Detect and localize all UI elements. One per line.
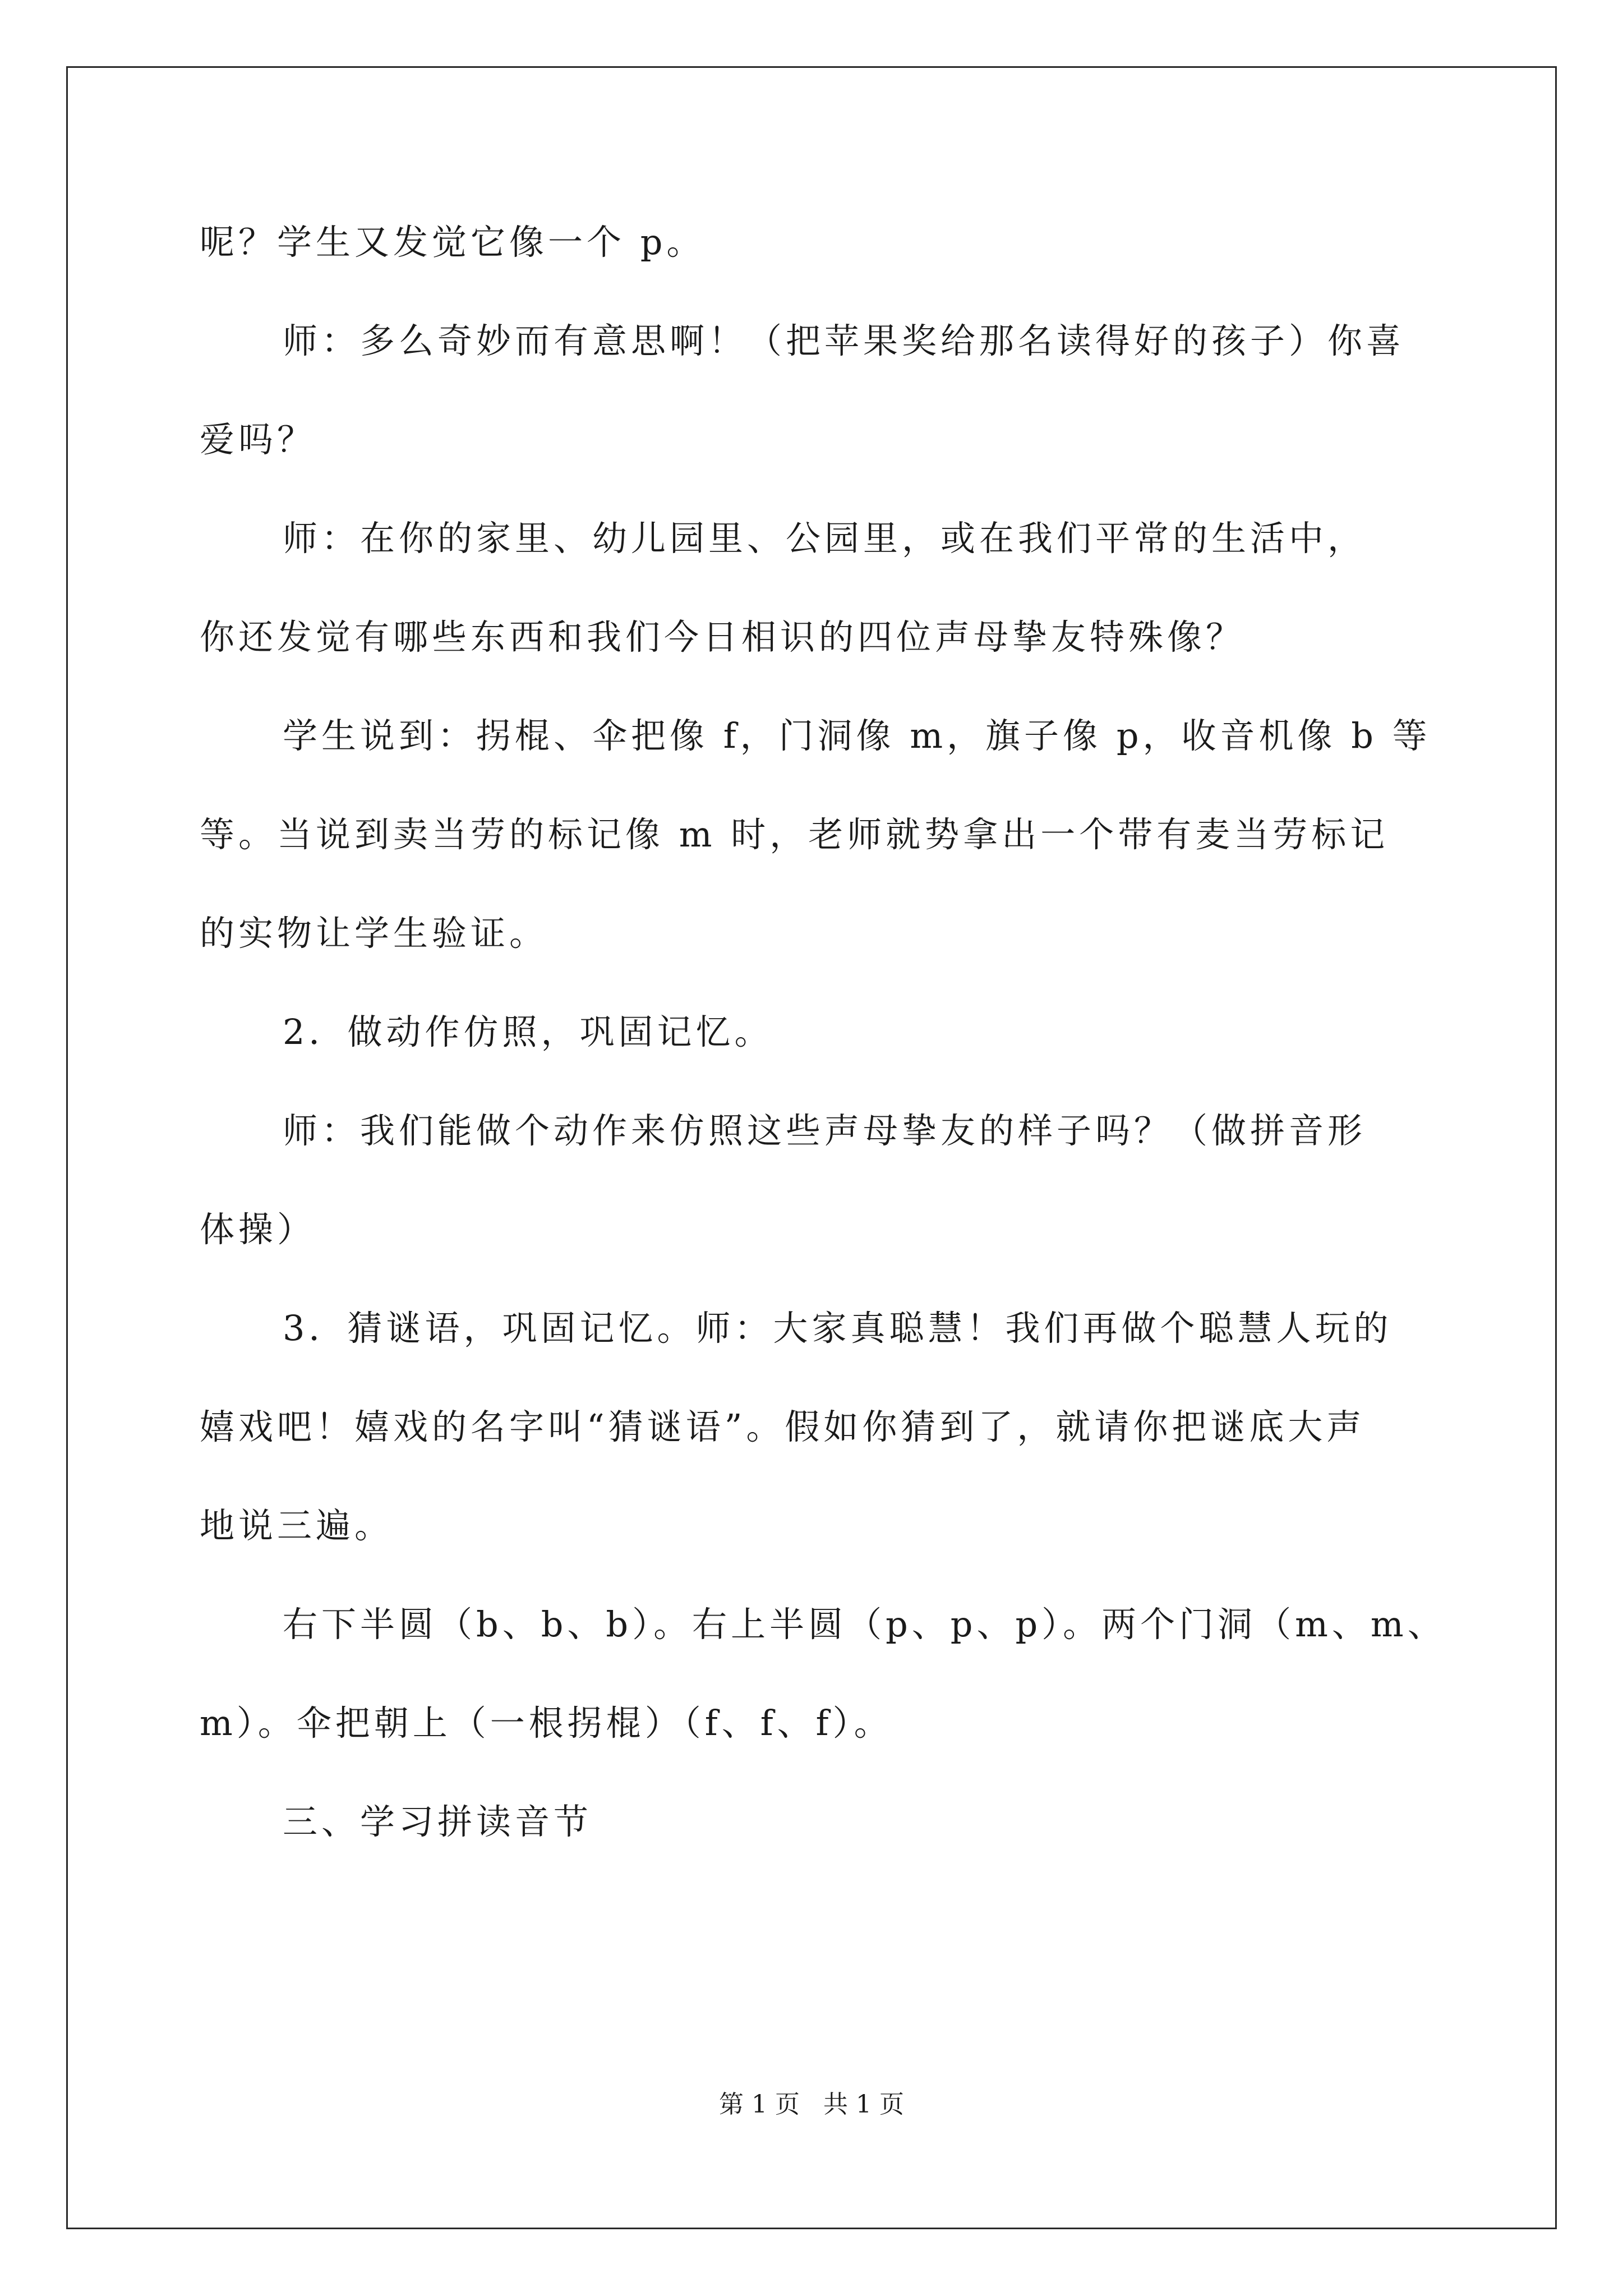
text-line-13: 嬉戏吧！嬉戏的名字叫“猜谜语”。假如你猜到了，就请你把谜底大声 bbox=[200, 1406, 1366, 1447]
text-line-2: 师：多么奇妙而有意思啊！（把苹果奖给那名读得好的孩子）你喜 bbox=[283, 320, 1405, 361]
text-line-8: 的实物让学生验证。 bbox=[200, 913, 548, 954]
text-line-1: 呢？学生又发觉它像一个 p。 bbox=[200, 222, 706, 263]
text-line-14: 地说三遍。 bbox=[200, 1505, 394, 1546]
text-line-9: 2．做动作仿照，巩固记忆。 bbox=[283, 1011, 773, 1052]
text-line-4: 师：在你的家里、幼儿园里、公园里，或在我们平常的生活中， bbox=[283, 518, 1367, 559]
text-line-16: m）。伞把朝上（一根拐棍）（f、f、f）。 bbox=[200, 1703, 893, 1743]
text-line-5: 你还发觉有哪些东西和我们今日相识的四位声母挚友特殊像？ bbox=[200, 616, 1245, 657]
page-number-footer: 第 1 页 共 1 页 bbox=[719, 2090, 904, 2119]
text-line-17: 三、学习拼读音节 bbox=[283, 1801, 593, 1842]
text-line-6: 学生说到：拐棍、伞把像 f，门洞像 m，旗子像 p，收音机像 b 等 bbox=[283, 715, 1431, 756]
text-line-3: 爱吗？ bbox=[200, 419, 316, 460]
text-line-15: 右下半圆（b、b、b）。右上半圆（p、p、p）。两个门洞（m、m、 bbox=[283, 1604, 1446, 1645]
text-line-12: 3．猜谜语，巩固记忆。师：大家真聪慧！我们再做个聪慧人玩的 bbox=[283, 1308, 1393, 1349]
text-line-10: 师：我们能做个动作来仿照这些声母挚友的样子吗？（做拼音形 bbox=[283, 1110, 1367, 1151]
text-line-7: 等。当说到卖当劳的标记像 m 时，老师就势拿出一个带有麦当劳标记 bbox=[200, 814, 1389, 855]
text-line-11: 体操） bbox=[200, 1209, 316, 1250]
